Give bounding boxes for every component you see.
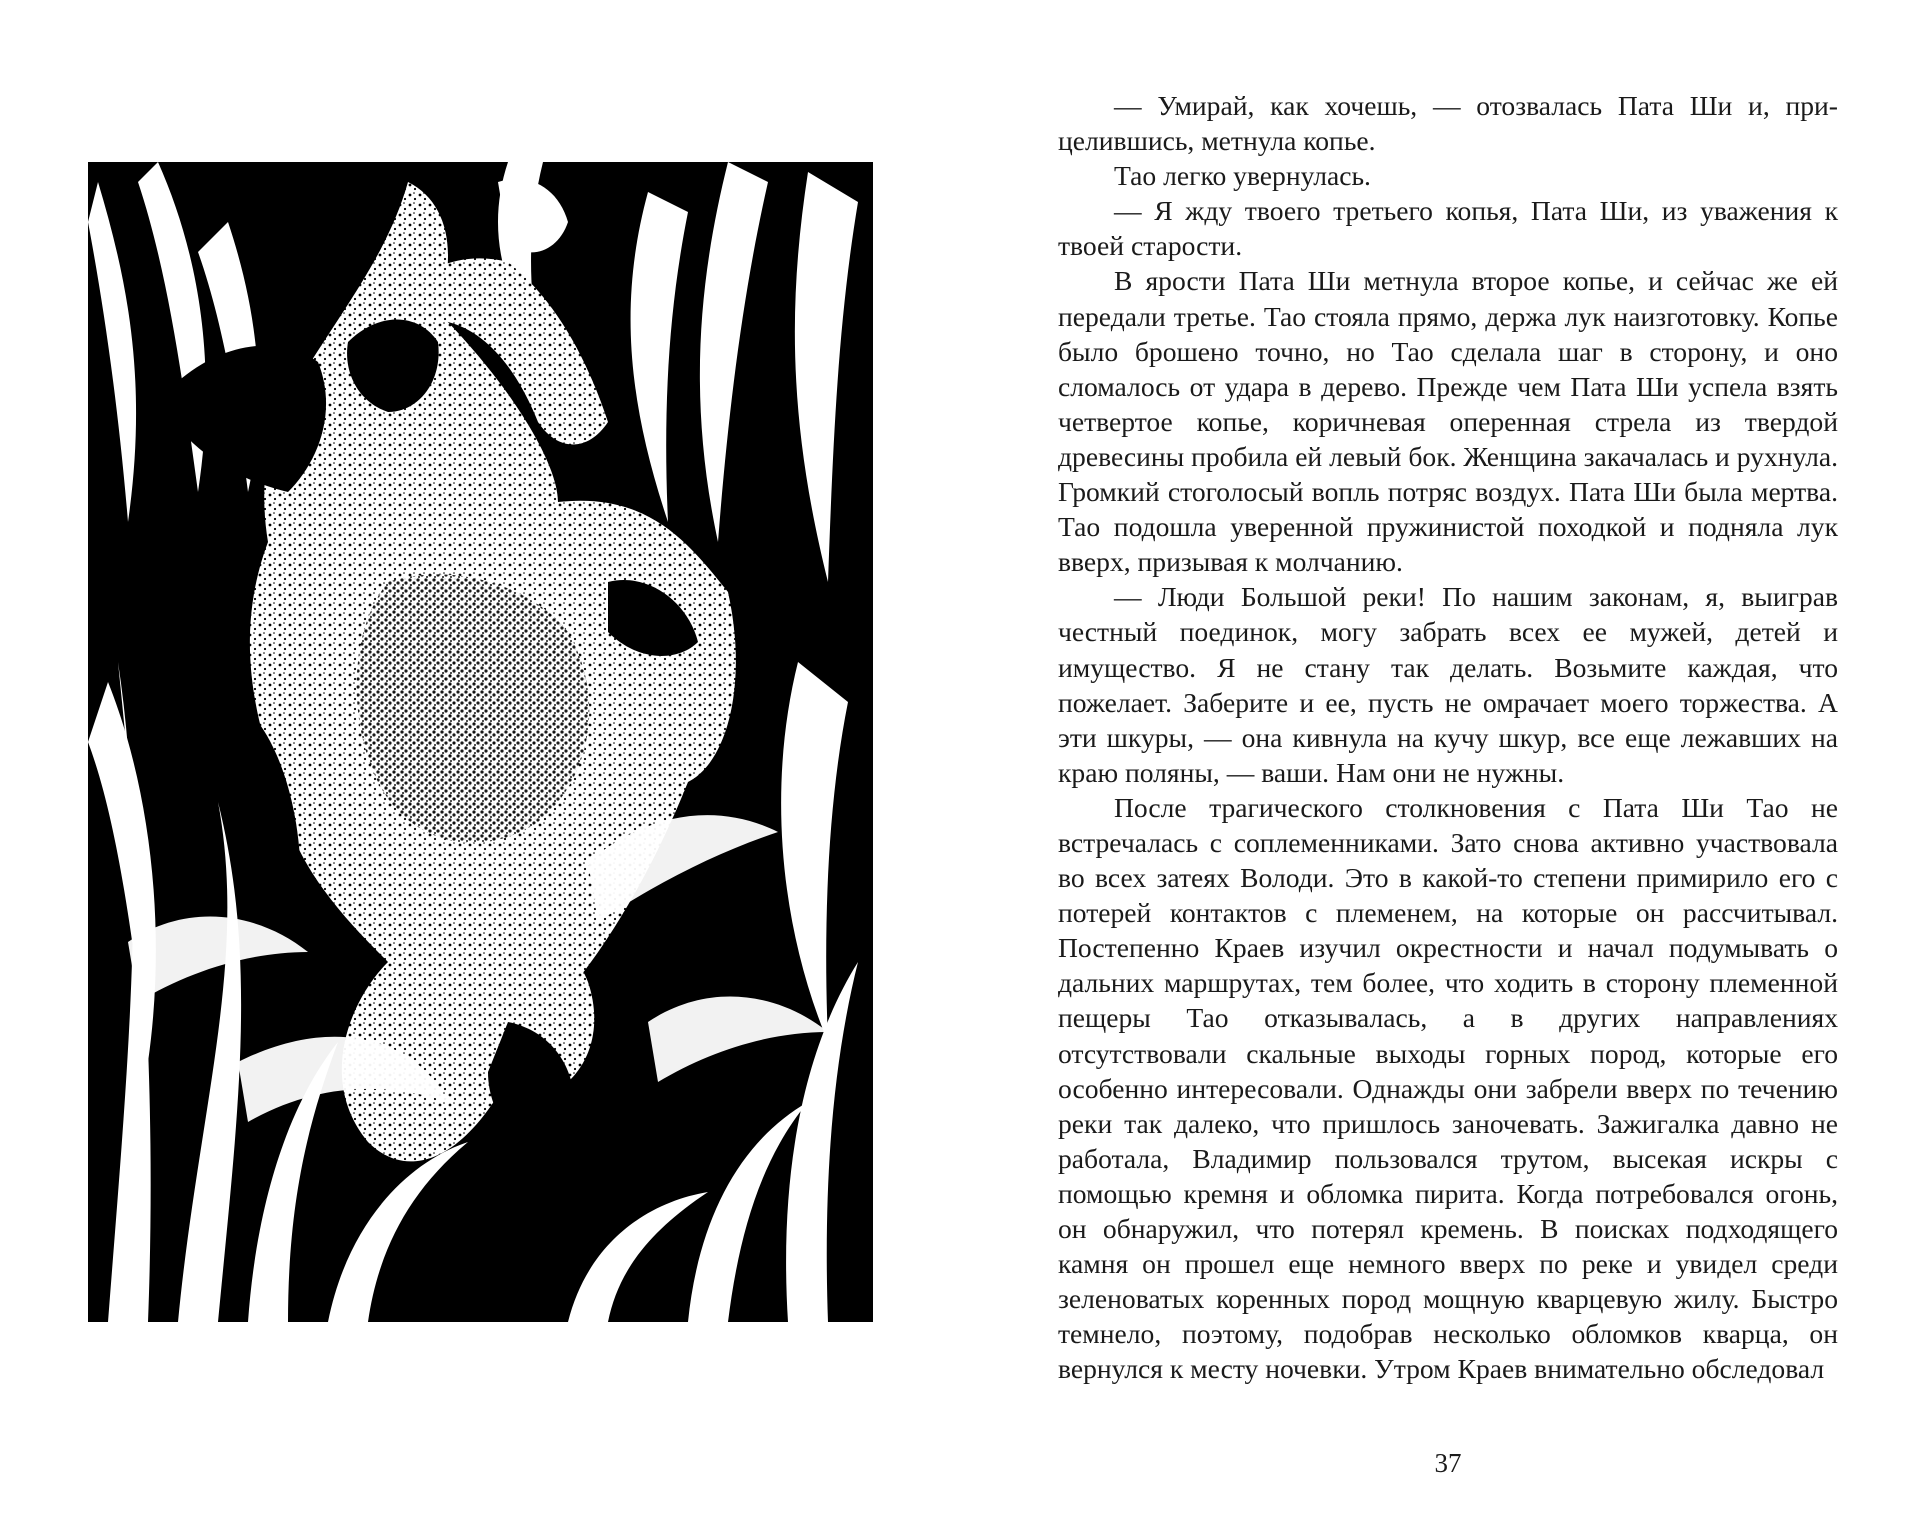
paragraph: В ярости Пата Ши метнула второе копье, и сейчас же ей передали третье. Тао стояла прямо, держа лук наизготовку. Копье было брошено точно, но Тао сделала шаг в сторону, и оно сломалось от удара в дерево. Прежде чем Пата Ши успела взять четвертое копье, коричневая оперенная стрела из твердой древесины пробила ей левый бок. Женщина закачалась и рухнула. Громкий стоголосый вопль потряс воздух. Пата Ши была мертва. Тао подошла уверенной пружинистой походкой и подняла лук вверх, призывая к молчанию. [1058, 265, 1839, 578]
paragraph: — Я жду твоего третьего копья, Пата Ши, из уважения к твоей старости. [1058, 195, 1838, 262]
woodcut-figure-in-grass-illustration [88, 162, 873, 1322]
page-number: 37 [1434, 1448, 1462, 1478]
paragraph: — Люди Большой реки! По нашим законам, я, выиграв честный поединок, могу забрать всех ее мужей, детей и имущество. Я не стану так делать. Возьмите каждая, что пожелает. Заберите и ее, пусть не омрачает моего торжества. А эти шкуры, — она кивнула на кучу шкур, все еще лежавших на краю поляны, — ваши. Нам они не нужны. [1058, 581, 1838, 788]
paragraph: — Умирай, как хочешь, — отозвалась Пата Ши и, прицелившись, метнула копье. [1058, 90, 1838, 157]
page-number-area [1058, 0, 1838, 1539]
paragraph: Тао легко увернулась. [1114, 160, 1371, 192]
woodcut-illustration [88, 162, 873, 1322]
paragraph: После трагического столкновения с Пата Ши Тао не встречалась с соплеменниками. Зато снова активно участвовала во всех затеях Володи. Это в какой-то степени примирило его с потерей контактов с племенем, на которые он рассчитывал. Постепенно Краев изучил окрестности и начал подумывать о дальних маршрутах, тем более, что ходить в сторону племенной пещеры Тао отказывалась, а в других направлениях отсутствовали скальные выходы горных пород, которые его особенно интересовали. Однажды они забрели вверх по течению реки так далеко, что пришлось заночевать. Зажигалка давно не работала, Владимир пользовался трутом, высекая искры с помощью кремня и обломка пирита. Когда потребовался огонь, он обнаружил, что потерял кремень. В поисках подходящего камня он прошел еще немного вверх по реке и увидел среди зеленоватых коренных пород мощную кварцевую жилу. Быстро темнело, поэтому, подобрав несколько обломков кварца, он вернулся к месту ночевки. Утром Краев внимательно обследовал [1058, 791, 1838, 1385]
